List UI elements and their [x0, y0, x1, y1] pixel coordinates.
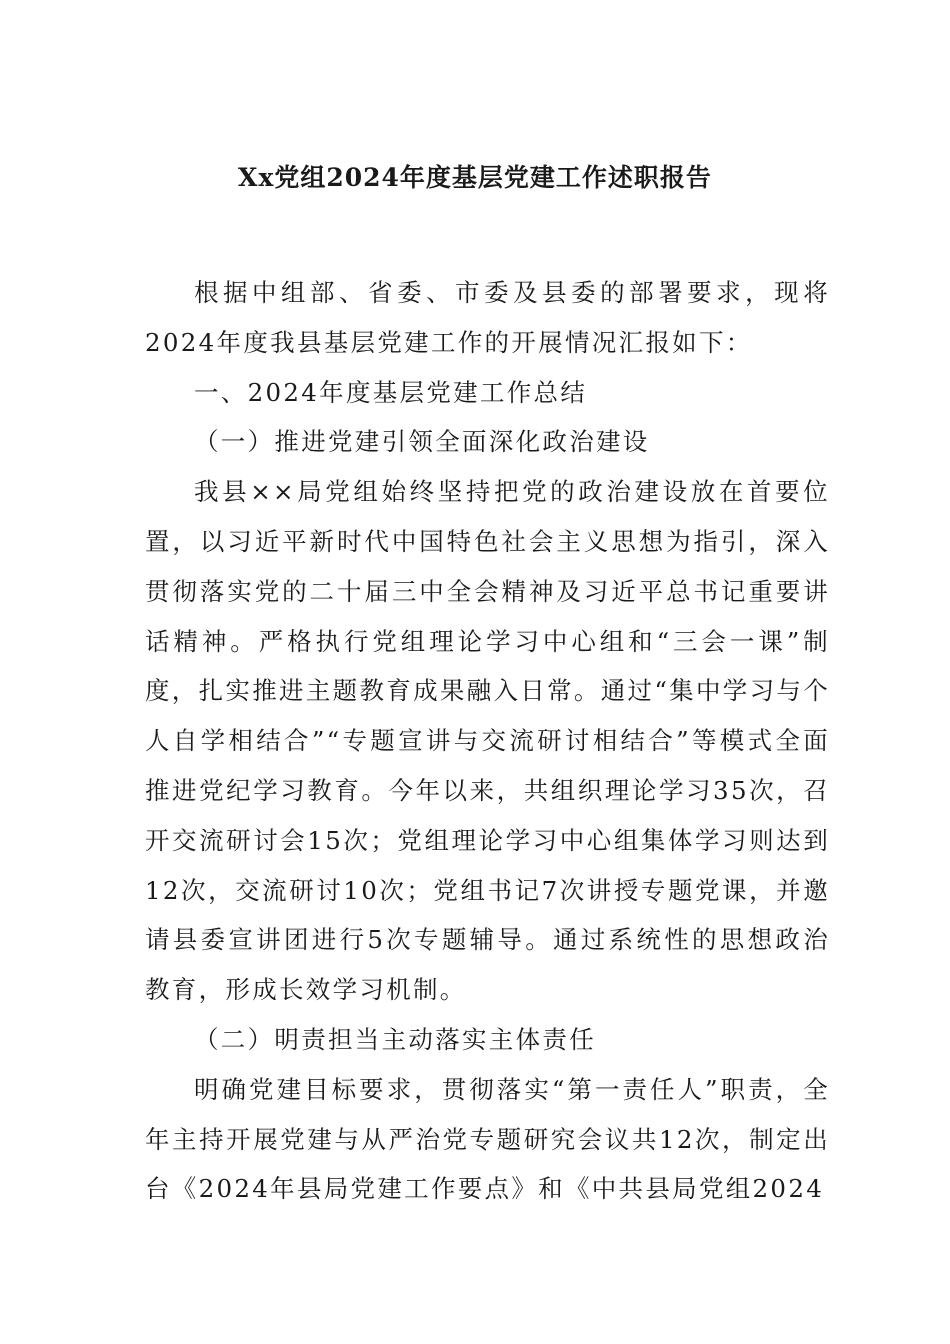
subsection-heading-2: （二）明责担当主动落实主体责任	[194, 1024, 596, 1054]
document-body	[145, 268, 830, 1214]
section-heading-1: 一、2024年度基层党建工作总结	[194, 377, 588, 407]
body-paragraph-1: 我县××局党组始终坚持把党的政治建设放在首要位置，以习近平新时代中国特色社会主义思想为指引，深入贯彻落实党的二十届三中全会精神及习近平总书记重要讲话精神。严格执行党组理论学习中心组和“三会一课”制度，扎实推进主题教育成果融入日常。通过“集中学习与个人自学相结合”“专题宣讲与交流研讨相结合”等模式全面推进党纪学习教育。今年以来，共组织理论学习35次，召开交流研讨会15次；党组理论学习中心组集体学习则达到12次，交流研讨10次；党组书记7次讲授专题党课，并邀请县委宣讲团进行5次专题辅导。通过系统性的思想政治教育，形成长效学习机制。	[145, 477, 830, 1005]
subsection-heading-1: （一）推进党建引领全面深化政治建设	[194, 427, 650, 457]
page-title: Xx党组2024年度基层党建工作述职报告	[238, 163, 712, 192]
body-paragraph-2: 明确党建目标要求，贯彻落实“第一责任人”职责，全年主持开展党建与从严治党专题研究会议共12次，制定出台《2024年县局党建工作要点》和《中共县局党组2024	[145, 1074, 830, 1204]
intro-paragraph: 根据中组部、省委、市委及县委的部署要求，现将2024年度我县基层党建工作的开展情况汇报如下：	[145, 278, 830, 357]
